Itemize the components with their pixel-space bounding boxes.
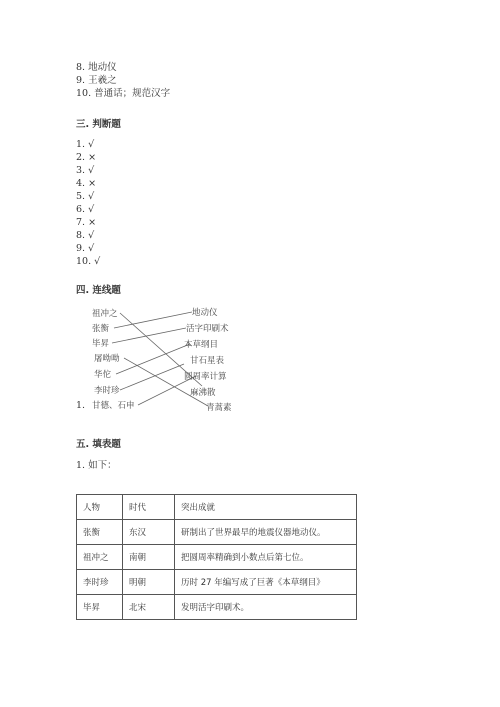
judge-item: 6. √: [76, 204, 95, 215]
match-left-item: 毕昇: [92, 339, 110, 349]
table-cell: 发明活字印刷术。: [175, 595, 357, 620]
judge-item: 10. √: [76, 256, 101, 267]
match-left-item: 祖冲之: [92, 309, 118, 319]
answer-8: 8. 地动仪: [76, 62, 117, 73]
section-3-title: 三. 判断题: [76, 119, 121, 130]
judge-item: 3. √: [76, 165, 95, 176]
judge-item: 2. ×: [76, 152, 97, 163]
table-header-cell: 时代: [123, 495, 175, 520]
section-4-title: 四. 连线题: [76, 285, 121, 296]
table-cell: 东汉: [123, 520, 175, 545]
match-right-item: 圆周率计算: [184, 372, 227, 382]
table-cell: 明朝: [123, 570, 175, 595]
table-cell: 祖冲之: [77, 545, 123, 570]
match-line: [112, 328, 186, 343]
table-cell: 南朝: [123, 545, 175, 570]
match-right-item: 青蒿素: [206, 403, 232, 413]
table-row: [77, 545, 357, 570]
table-row: [77, 570, 357, 595]
table-header-row: [77, 495, 357, 520]
table-cell: 历时 27 年编写成了巨著《本草纲目》: [175, 570, 357, 595]
judge-item: 7. ×: [76, 217, 97, 228]
answer-10: 10. 普通话；规范汉字: [76, 88, 171, 99]
table-cell: 把圆周率精确到小数点后第七位。: [175, 545, 357, 570]
section-5-title: 五. 填表题: [76, 439, 121, 450]
match-left-item: 屠呦呦: [94, 354, 120, 364]
match-left-item: 甘德、石申: [92, 401, 135, 411]
achievement-table: [76, 494, 357, 620]
match-left-item: 张衡: [92, 324, 110, 334]
table-cell: 李时珍: [77, 570, 123, 595]
match-right-item: 地动仪: [192, 308, 218, 318]
match-right-item: 甘石星表: [190, 356, 225, 366]
match-right-item: 本草纲目: [184, 340, 219, 350]
table-cell: 研制出了世界最早的地震仪器地动仪。: [175, 520, 357, 545]
matching-diagram: [90, 300, 270, 420]
judge-item: 4. ×: [76, 178, 97, 189]
table-row: [77, 595, 357, 620]
table-row: [77, 520, 357, 545]
table-cell: 北宋: [123, 595, 175, 620]
match-line: [114, 312, 192, 328]
table-header-cell: 人物: [77, 495, 123, 520]
match-right-item: 麻沸散: [190, 388, 216, 398]
judge-item: 9. √: [76, 243, 95, 254]
judge-item: 5. √: [76, 191, 95, 202]
judge-item: 1. √: [76, 139, 95, 150]
match-left-item: 华佗: [94, 370, 112, 380]
table-cell: 张衡: [77, 520, 123, 545]
matching-number: 1.: [76, 400, 86, 411]
judge-item: 8. √: [76, 230, 95, 241]
table-header-cell: 突出成就: [175, 495, 357, 520]
match-left-item: 李时珍: [94, 386, 120, 396]
table-cell: 毕昇: [77, 595, 123, 620]
match-line: [120, 364, 184, 390]
answer-9: 9. 王羲之: [76, 75, 117, 86]
fill-table-sub: 1. 如下：: [76, 460, 117, 471]
match-line: [116, 344, 190, 374]
match-right-item: 活字印刷术: [186, 324, 229, 334]
